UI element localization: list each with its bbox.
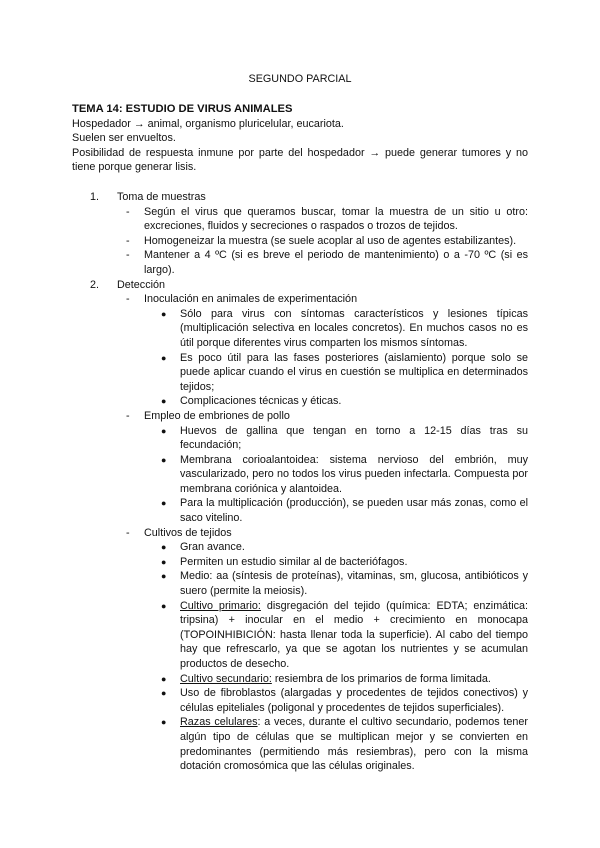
dash-marker: - bbox=[126, 249, 130, 262]
bullet-item bbox=[72, 569, 528, 598]
intro-line: Posibilidad de respuesta inmune por parte del hospedador → puede generar tumores y no tiene porque generar lisis. bbox=[72, 146, 528, 174]
bullet-text: : a veces, durante el cultivo secundario, podemos tener algún tipo de células que se multiplican mejor y se convierten en predominantes (permitiendo más resiembras), pero con la misma dotación cromosómica que las células originales. bbox=[180, 716, 529, 773]
bullet-term: Cultivo primario: bbox=[180, 599, 261, 612]
bullet-item bbox=[72, 686, 528, 715]
dash-item bbox=[72, 205, 528, 234]
subsection-embriones bbox=[72, 409, 528, 526]
subsection-title: Empleo de embriones de pollo bbox=[144, 409, 290, 422]
bullet-item bbox=[72, 307, 528, 351]
bullet-text: Permiten un estudio similar al de bacteriófagos. bbox=[180, 555, 408, 568]
section-title: Detección bbox=[117, 278, 166, 291]
bullet-icon: ● bbox=[161, 498, 167, 509]
dash-item-text: Según el virus que queramos buscar, tomar la muestra de un sitio u otro: excreciones, fluidos y secreciones o raspados o trozos de tejidos. bbox=[144, 205, 528, 233]
dash-marker: - bbox=[126, 526, 130, 539]
bullet-item bbox=[72, 351, 528, 395]
subsection-cultivos bbox=[72, 526, 528, 774]
dash-marker: - bbox=[126, 409, 130, 422]
dash-item bbox=[72, 234, 528, 249]
section-number: 2. bbox=[90, 278, 100, 291]
bullet-text: Sólo para virus con síntomas característicos y lesiones típicas (multiplicación selectiva en locales concretos). En muchos casos no es útil porque diferentes virus comparten los mismos síntomas. bbox=[180, 307, 528, 349]
bullet-term: Razas celulares bbox=[180, 716, 258, 729]
bullet-icon: ● bbox=[161, 673, 167, 684]
bullet-text: Es poco útil para las fases posteriores (aislamiento) porque solo se puede aplicar cuando el virus en cuestión se multiplica en determinados tejidos; bbox=[180, 351, 528, 393]
bullet-icon: ● bbox=[161, 352, 167, 363]
page-title: SEGUNDO PARCIAL bbox=[248, 73, 352, 85]
bullet-item bbox=[72, 599, 528, 672]
bullet-item bbox=[72, 453, 528, 497]
bullet-item bbox=[72, 715, 528, 773]
section-toma-de-muestras bbox=[72, 190, 528, 278]
bullet-text: Huevos de gallina que tengan en torno a 12-15 días tras su fecundación; bbox=[180, 424, 528, 452]
bullet-icon: ● bbox=[161, 556, 167, 567]
subsection-title: Cultivos de tejidos bbox=[144, 526, 232, 539]
bullet-icon: ● bbox=[161, 600, 167, 611]
dash-marker: - bbox=[126, 234, 130, 247]
section-title: Toma de muestras bbox=[117, 191, 206, 203]
bullet-text: Uso de fibroblastos (alargadas y procedentes de tejidos conectivos) y células epiteliales (poligonal y procedentes de tejidos superficiales). bbox=[180, 687, 528, 714]
sections-list bbox=[72, 190, 528, 774]
subsection-inoculacion bbox=[72, 292, 528, 409]
intro-block bbox=[72, 102, 528, 175]
bullet-item bbox=[72, 672, 528, 687]
dash-marker: - bbox=[126, 205, 130, 218]
bullet-icon: ● bbox=[161, 688, 167, 699]
bullet-term: Cultivo secundario: bbox=[180, 672, 272, 685]
bullet-item bbox=[72, 555, 528, 570]
bullet-text: disgregación del tejido (química: EDTA; enzimática: tripsina) + inocular en el medio + crecimiento en monocapa (TOPOINHIBICIÓN: hasta llenar toda la superficie). Al cabo del tiempo hay que refrescarlo, ya que se agotan los nutrientes y se acumulan productos de desecho. bbox=[180, 599, 528, 670]
section-number: 1. bbox=[90, 191, 100, 203]
bullet-text: Medio: aa (síntesis de proteínas), vitaminas, sm, glucosa, antibióticos y suero (permite la meiosis). bbox=[180, 570, 528, 598]
dash-item-text: Homogeneizar la muestra (se suele acoplar al uso de agentes estabilizantes). bbox=[144, 234, 517, 247]
topic-heading: TEMA 14: ESTUDIO DE VIRUS ANIMALES bbox=[72, 103, 293, 115]
intro-line: Suelen ser envueltos. bbox=[72, 132, 176, 145]
bullet-icon: ● bbox=[161, 542, 167, 553]
bullet-icon: ● bbox=[161, 308, 167, 319]
bullet-text: Complicaciones técnicas y éticas. bbox=[180, 395, 342, 408]
section-deteccion bbox=[72, 278, 528, 774]
intro-line: Hospedador → animal, organismo pluricelular, eucariota. bbox=[72, 117, 344, 130]
dash-item bbox=[72, 248, 528, 277]
bullet-item bbox=[72, 540, 528, 555]
bullet-item bbox=[72, 496, 528, 525]
bullet-icon: ● bbox=[161, 571, 167, 582]
bullet-item bbox=[72, 394, 528, 409]
subsection-title: Inoculación en animales de experimentación bbox=[144, 293, 358, 306]
bullet-icon: ● bbox=[161, 717, 167, 728]
bullet-item bbox=[72, 424, 528, 453]
bullet-text: Membrana corioalantoidea: sistema nervioso del embrión, muy vascularizado, pero no todos los virus pueden infectarla. Compuesta por membrana coriónica y alantoidea. bbox=[180, 453, 528, 495]
bullet-icon: ● bbox=[161, 396, 167, 407]
dash-marker: - bbox=[126, 293, 130, 306]
bullet-text: Para la multiplicación (producción), se pueden usar más zonas, como el saco vitelino. bbox=[180, 497, 528, 525]
bullet-text: Gran avance. bbox=[180, 541, 245, 554]
bullet-text: resiembra de los primarios de forma limitada. bbox=[271, 672, 491, 685]
dash-item-text: Mantener a 4 ºC (si es breve el periodo de mantenimiento) o a -70 ºC (si es largo). bbox=[144, 249, 528, 276]
bullet-icon: ● bbox=[161, 425, 167, 436]
bullet-icon: ● bbox=[161, 454, 167, 465]
